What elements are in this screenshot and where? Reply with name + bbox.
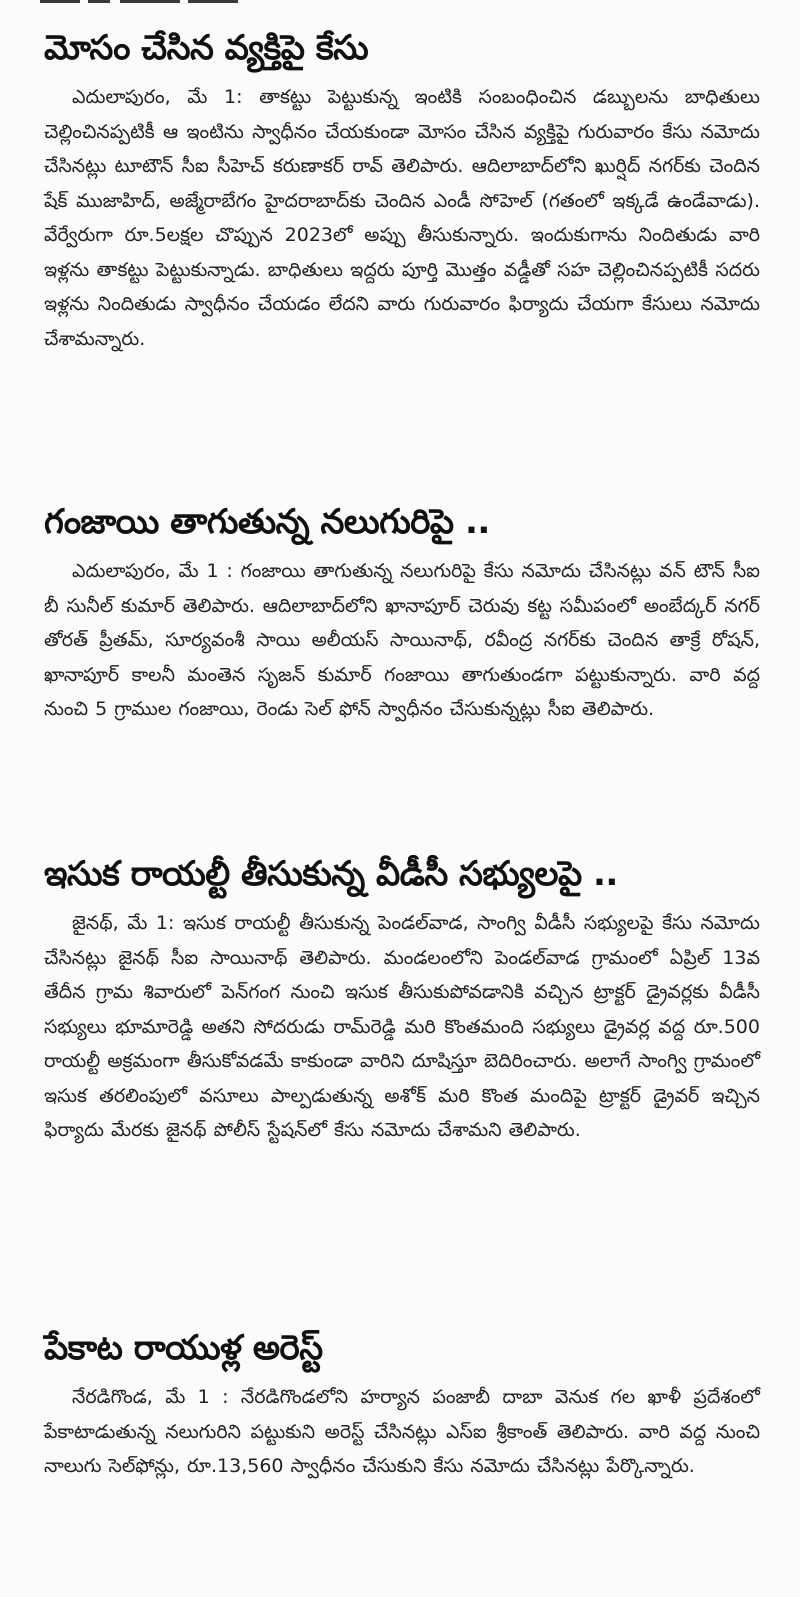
- article-headline: పేకాట రాయుళ్ల అరెస్ట్: [44, 1328, 323, 1368]
- cropped-previous-text: [40, 0, 240, 6]
- article-body: ఎదులాపురం, మే 1 : గంజాయి తాగుతున్న నలుగురిపై కేసు నమోదు చేసినట్లు వన్ టౌన్ సీఐ బీ సునీల్ కుమార్ తెలిపారు. ఆదిలాబాద్‌లోని ఖానాపూర్ చెరువు కట్ట సమీపంలో అంబేద్కర్ నగర్ తోరత్ ప్రీతమ్, సూర్యవంశీ సాయి అలీయస్ సాయినాథ్, రవీంద్ర నగర్‌కు చెందిన తాక్రే రోషన్, ఖానాపూర్ కాలనీ మంతెన సృజన్ కుమార్ గంజాయి తాగుతుండగా పట్టుకున్నారు. వారి వద్ద నుంచి 5 గ్రాముల గంజాయి, రెండు సెల్ ఫోన్ స్వాధీనం చేసుకున్నట్లు సీఐ తెలిపారు.: [44, 560, 760, 720]
- news-article: [44, 1326, 760, 1503]
- article-headline: ఇసుక రాయల్టీ తీసుకున్న వీడీసీ సభ్యులపై ..: [44, 854, 618, 894]
- article-body: ఎదులాపురం, మే 1: తాకట్టు పెట్టుకున్న ఇంటికి సంబంధించిన డబ్బులను బాధితులు చెల్లించినప్పటికీ ఆ ఇంటిను స్వాధీనం చేయకుండా మోసం చేసిన వ్యక్తిపై గురువారం కేసు నమోదు చేసినట్లు టూటౌన్ సీఐ సీహెచ్ కరుణాకర్ రావ్ తెలిపారు. ఆదిలాబాద్‌లోని ఖుర్షిద్ నగర్‌కు చెందిన షేక్ ముజాహిద్, అజ్మేరాబేగం హైదరాబాద్‌కు చెందిన ఎండీ సోహెల్ (గతంలో ఇక్కడే ఉండేవాడు). వేర్వేరుగా రూ.5లక్షల చొప్పున 2023లో అప్పు తీసుకున్నారు. ఇందుకుగాను నిందితుడు వారి ఇళ్లను తాకట్టు పెట్టుకున్నాడు. బాధితులు ఇద్దరు పూర్తి మొత్తం వడ్డీతో సహ చెల్లించినప్పటికీ సదరు ఇళ్లను నిందితుడు స్వాధీనం చేయడం లేదని వారు గురువారం ఫిర్యాదు చేయగా కేసులు నమోదు చేశామన్నారు.: [44, 86, 760, 350]
- article-body: నేరడిగొండ, మే 1 : నేరడిగొండలోని హర్యాన పంజాబీ దాబా వెనుక గల ఖాళీ ప్రదేశంలో పేకాటాడుతున్న నలుగురిని పట్టుకుని అరెస్ట్ చేసినట్లు ఎస్ఐ శ్రీకాంత్ తెలిపారు. వారి వద్ద నుంచి నాలుగు సెల్‌ఫోన్లు, రూ.13,560 స్వాధీనం చేసుకుని కేసు నమోదు చేసినట్లు పేర్కొన్నారు.: [44, 1386, 760, 1477]
- news-article: [44, 852, 760, 1167]
- article-headline: గంజాయి తాగుతున్న నలుగురిపై ..: [44, 502, 490, 542]
- news-article: [44, 26, 760, 375]
- news-article: [44, 500, 760, 746]
- article-headline: మోసం చేసిన వ్యక్తిపై కేసు: [44, 28, 369, 68]
- article-body: జైనథ్, మే 1: ఇసుక రాయల్టీ తీసుకున్న పెండల్‌వాడ, సాంగ్వి వీడీసీ సభ్యులపై కేసు నమోదు చేసినట్లు జైనథ్ సీఐ సాయినాథ్ తెలిపారు. మండలంలోని పెండల్‌వాడ గ్రామంలో ఏప్రిల్ 13వ తేదీన గ్రామ శివారులో పెన్‌గంగ నుంచి ఇసుక తీసుకుపోవడానికి వచ్చిన ట్రాక్టర్ డ్రైవర్లకు వీడీసీ సభ్యులు భూమారెడ్డి అతని సోదరుడు రామ్‌రెడ్డి మరి కొంతమంది సభ్యులు డ్రైవర్ల వద్ద రూ.500 రాయల్టీ అక్రమంగా తీసుకోవడమే కాకుండా వారిని దూషిస్తూ బెదిరించారు. అలాగే సాంగ్వి గ్రామంలో ఇసుక తరలింపులో వసూలు పాల్పడుతున్న అశోక్ మరి కొంత మందిపై ట్రాక్టర్ డ్రైవర్ ఇచ్చిన ఫిర్యాదు మేరకు జైనథ్ పోలీస్ స్టేషన్‌లో కేసు నమోదు చేశామని తెలిపారు.: [44, 912, 760, 1141]
